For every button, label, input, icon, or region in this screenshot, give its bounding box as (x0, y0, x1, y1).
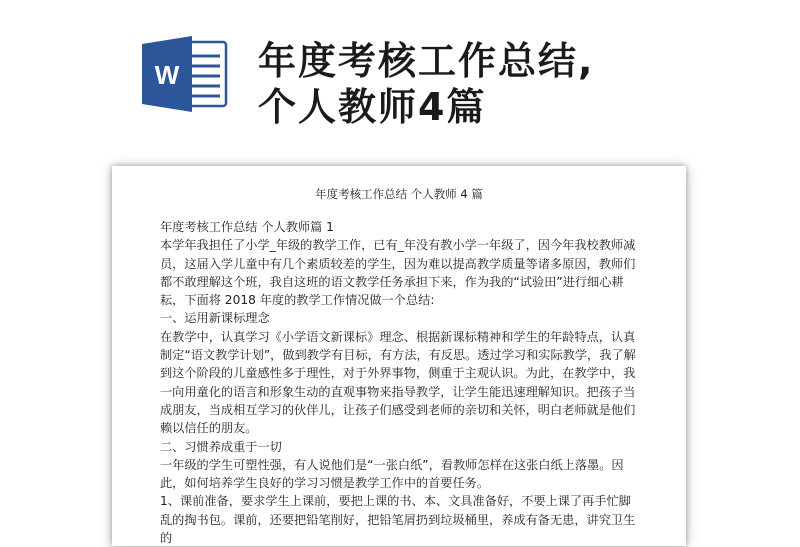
word-doc-icon (140, 34, 230, 114)
paragraph: 本学年我担任了小学_年级的教学工作，已有_年没有教小学一年级了，因今年我校教师减员，这届入学儿童中有几个素质较差的学生，因为难以提高教学质量等诸多原因，教师们都不敢理解这个班，我自这班的语文教学任务承担下来，作为我的“试验田”进行细心耕耘，下面将 2018 年度的教学工作情况做一个总结: (160, 238, 636, 308)
paragraph: 1、课前准备，要求学生上课前，要把上课的书、本、文具准备好，不要上课了再手忙脚乱的掏书包。课前，还要把铅笔削好，把铅笔屑扔到垃圾桶里，养成有备无患，讲究卫生的 (160, 494, 636, 546)
title-line-2: 个人教师4篇 (258, 85, 487, 129)
document-body (160, 218, 640, 547)
section-heading: 年度考核工作总结 个人教师篇 1 (160, 220, 334, 234)
page-title (258, 38, 678, 130)
paragraph: 一年级的学生可塑性强，有人说他们是“一张白纸”，看教师怎样在这张白纸上落墨。因此，如何培养学生良好的学习习惯是教学工作中的首要任务。 (160, 457, 624, 491)
subheading: 一、运用新课标理念 (160, 311, 270, 326)
subheading: 二、习惯养成重于一切 (160, 439, 282, 454)
title-line-1: 年度考核工作总结, (258, 39, 595, 83)
document-title: 年度考核工作总结 个人教师 4 篇 (315, 187, 483, 201)
svg-text:W: W (154, 60, 180, 90)
document-page (112, 166, 686, 546)
paragraph: 在教学中，认真学习《小学语文新课标》理念、根据新课标精神和学生的年龄特点，认真制定“语文教学计划”，做到教学有目标，有方法，有反思。透过学习和实际教学，我了解到这个阶段的儿童感性多于理性，对于外界事物，侧重于主观认识。为此，在教学中，我一向用童化的语言和形象生动的直观事物来指导教学，让学生能迅速理解知识。把孩子当成朋友，当成相互学习的伙伴儿，让孩子们感受到老师的亲切和关怀，明白老师就是他们赖以信任的朋友。 (160, 329, 636, 436)
